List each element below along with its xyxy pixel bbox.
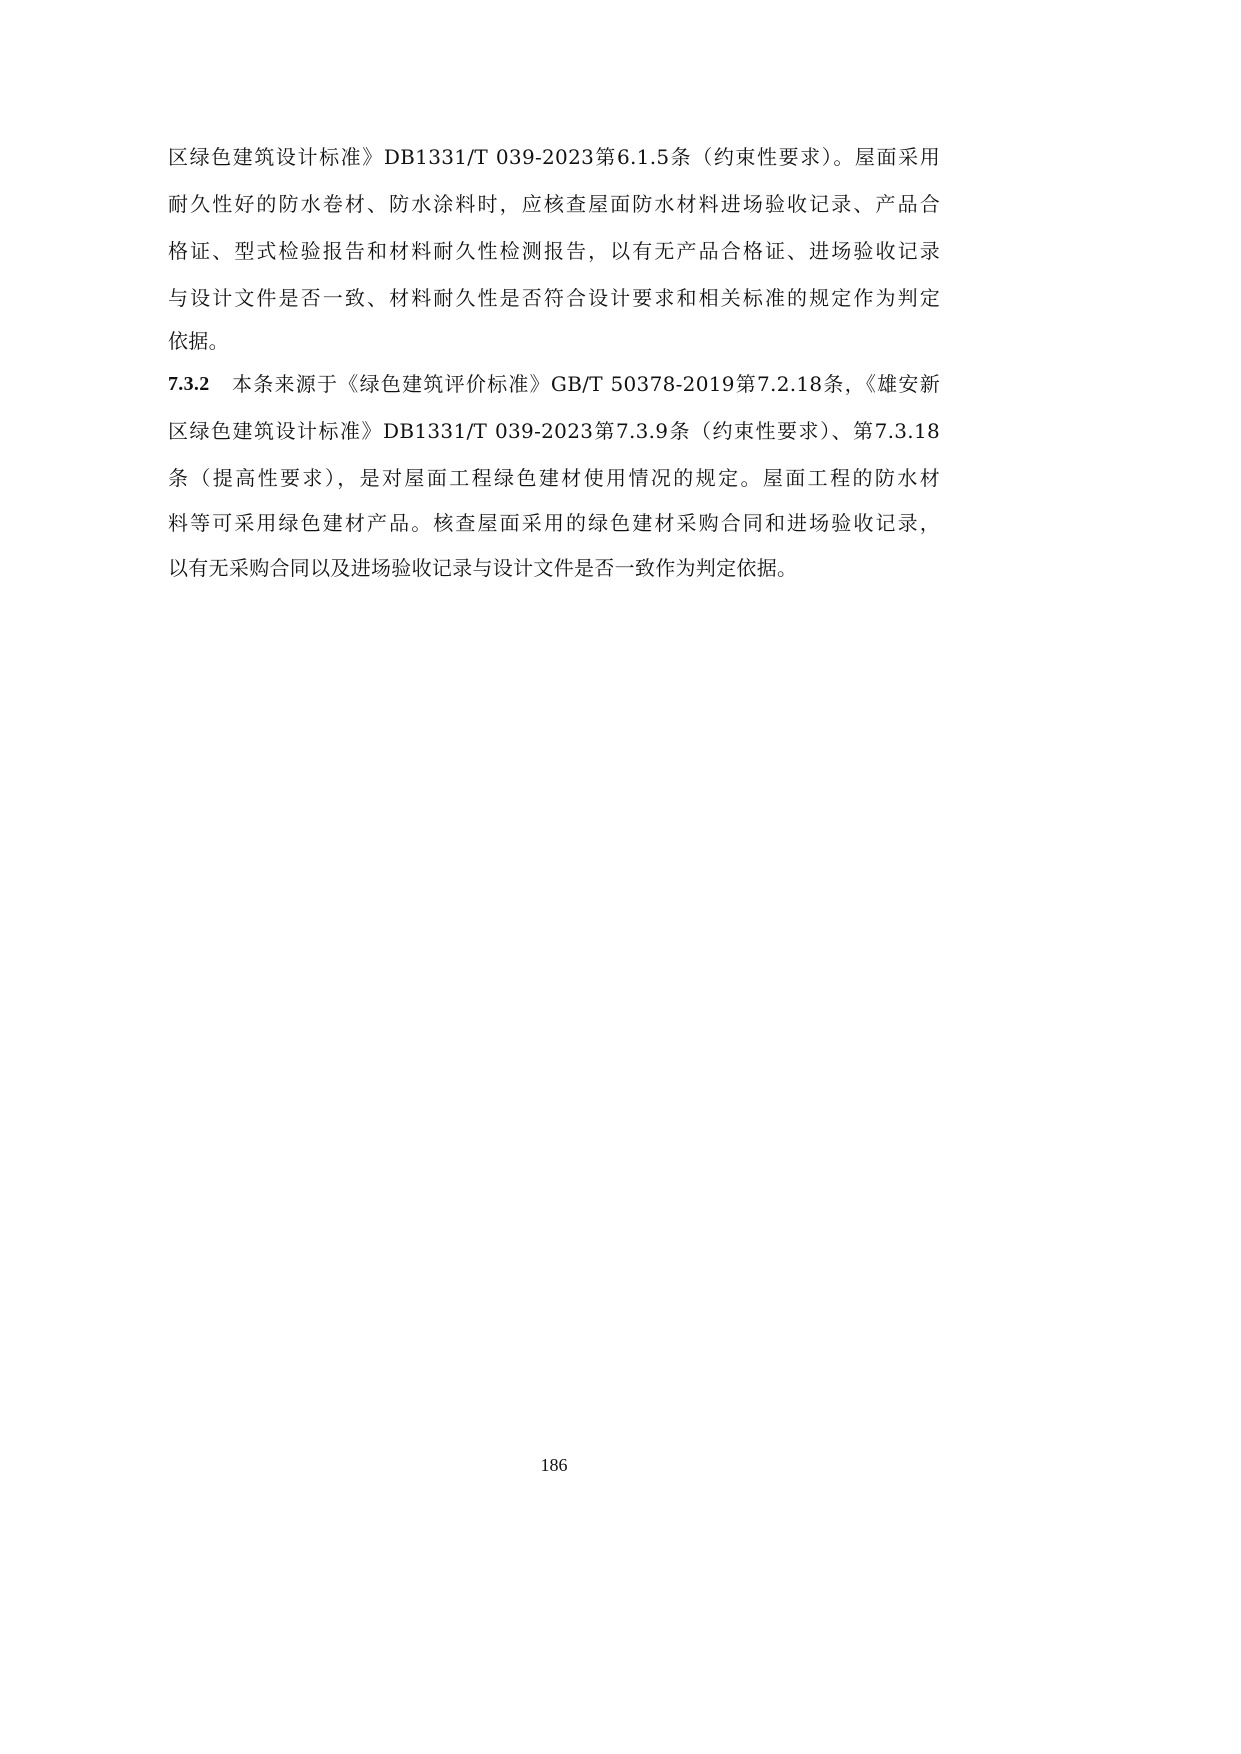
clause-number: 7.3.2 [168, 373, 210, 395]
clause-first-line [168, 367, 940, 401]
paragraph-line: 区绿色建筑设计标准》DB1331/T 039-2023第6.1.5条（约束性要求）。屋面采用 [168, 145, 940, 169]
paragraph-line: 耐久性好的防水卷材、防水涂料时，应核查屋面防水材料进场验收记录、产品合 [168, 192, 940, 216]
clause-line: 料等可采用绿色建材产品。核查屋面采用的绿色建材采购合同和进场验收记录， [168, 511, 940, 535]
clause-text: 本条来源于《绿色建筑评价标准》GB/T 50378-2019第7.2.18条，《雄安新 [232, 372, 940, 396]
clause-line: 以有无采购合同以及进场验收记录与设计文件是否一致作为判定依据。 [168, 556, 798, 580]
paragraph-line: 格证、型式检验报告和材料耐久性检测报告，以有无产品合格证、进场验收记录 [168, 239, 940, 263]
clause-line: 条（提高性要求），是对屋面工程绿色建材使用情况的规定。屋面工程的防水材 [168, 466, 940, 490]
clause-line: 区绿色建筑设计标准》DB1331/T 039-2023第7.3.9条（约束性要求）、第7.3.18 [168, 419, 940, 443]
page-number: 186 [540, 1455, 568, 1475]
paragraph-line: 与设计文件是否一致、材料耐久性是否符合设计要求和相关标准的规定作为判定 [168, 286, 940, 310]
paragraph-line: 依据。 [168, 329, 229, 353]
